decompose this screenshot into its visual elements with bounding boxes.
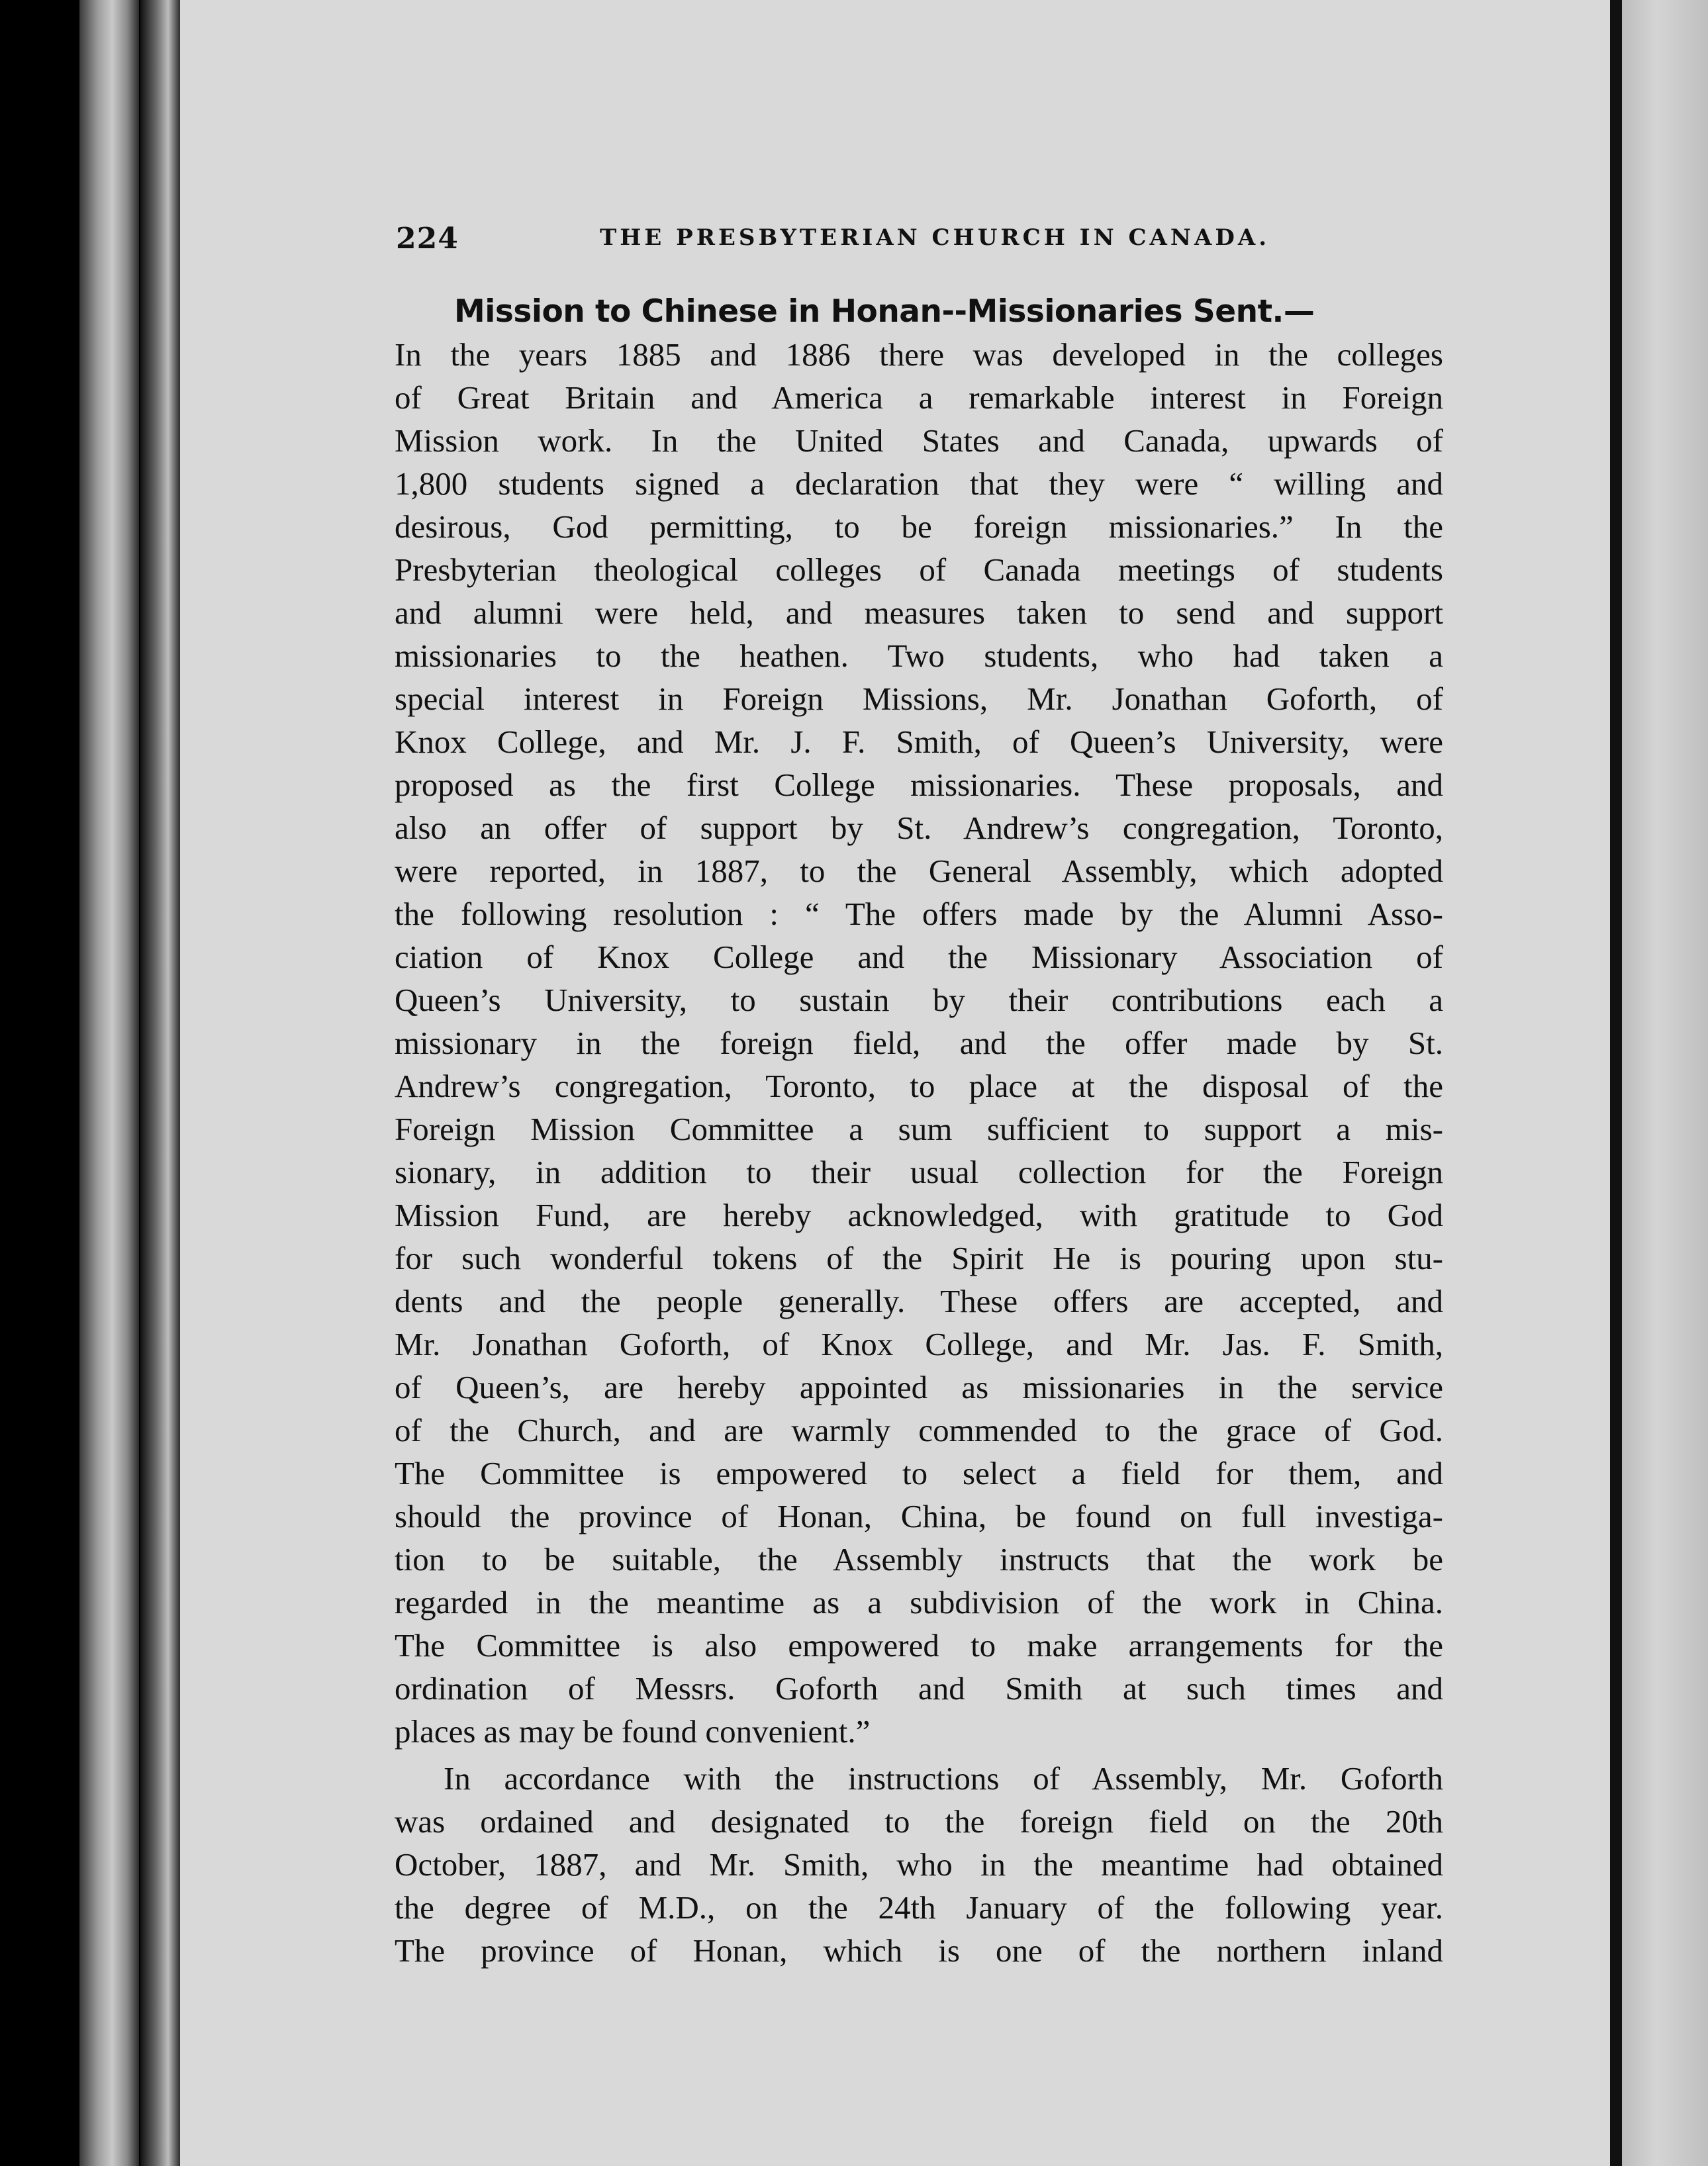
text-line: ordination of Messrs. Goforth and Smith at such times and bbox=[395, 1670, 1443, 1707]
text-line: Queen’s University, to sustain by their contributions each a bbox=[395, 982, 1443, 1018]
text-line: of Queen’s, are hereby appointed as missionaries in the service bbox=[395, 1369, 1443, 1405]
text-line: places as may be found convenient.” bbox=[395, 1713, 871, 1750]
text-line: Knox College, and Mr. J. F. Smith, of Queen’s University, were bbox=[395, 724, 1443, 760]
running-head: THE PRESBYTERIAN CHURCH IN CANADA. bbox=[600, 224, 1270, 251]
text-line: missionaries to the heathen. Two students, who had taken a bbox=[395, 637, 1443, 674]
text-line: October, 1887, and Mr. Smith, who in the meantime had obtained bbox=[395, 1846, 1443, 1883]
text-line: for such wonderful tokens of the Spirit He is pouring upon stu- bbox=[395, 1240, 1443, 1276]
text-line: The province of Honan, which is one of the northern inland bbox=[395, 1932, 1443, 1969]
text-line: 1,800 students signed a declaration that they were “ willing and bbox=[395, 465, 1443, 502]
text-line: Mr. Jonathan Goforth, of Knox College, and Mr. Jas. F. Smith, bbox=[395, 1326, 1443, 1362]
text-line: The Committee is empowered to select a field for them, and bbox=[395, 1455, 1443, 1491]
text-line: Presbyterian theological colleges of Canada meetings of students bbox=[395, 551, 1443, 588]
book-binding-strip bbox=[140, 0, 180, 2166]
section-heading: Mission to Chinese in Honan--Missionaries Sent.— bbox=[454, 293, 1315, 330]
text-line: was ordained and designated to the foreign field on the 20th bbox=[395, 1803, 1443, 1840]
text-line: the degree of M.D., on the 24th January of the following year. bbox=[395, 1889, 1443, 1926]
text-line: Andrew’s congregation, Toronto, to place at the disposal of the bbox=[395, 1068, 1443, 1104]
text-line: The Committee is also empowered to make arrangements for the bbox=[395, 1627, 1443, 1664]
text-line: ciation of Knox College and the Missionary Association of bbox=[395, 939, 1443, 975]
text-line: In the years 1885 and 1886 there was developed in the colleges bbox=[395, 336, 1443, 373]
text-line: of Great Britain and America a remarkable interest in Foreign bbox=[395, 379, 1443, 416]
paragraph-1 bbox=[395, 333, 1443, 1753]
text-line: tion to be suitable, the Assembly instructs that the work be bbox=[395, 1541, 1443, 1577]
text-line: regarded in the meantime as a subdivision of the work in China. bbox=[395, 1584, 1443, 1621]
text-line: Mission Fund, are hereby acknowledged, with gratitude to God bbox=[395, 1197, 1443, 1233]
text-line: Mission work. In the United States and Canada, upwards of bbox=[395, 422, 1443, 459]
page-header bbox=[396, 222, 1442, 261]
text-line: desirous, God permitting, to be foreign missionaries.” In the bbox=[395, 508, 1443, 545]
text-line: sionary, in addition to their usual collection for the Foreign bbox=[395, 1154, 1443, 1190]
text-line: missionary in the foreign field, and the offer made by St. bbox=[395, 1025, 1443, 1061]
text-line: also an offer of support by St. Andrew’s congregation, Toronto, bbox=[395, 810, 1443, 846]
text-line: special interest in Foreign Missions, Mr. Jonathan Goforth, of bbox=[395, 681, 1443, 717]
text-line: should the province of Honan, China, be found on full investiga- bbox=[395, 1498, 1443, 1534]
text-line: were reported, in 1887, to the General Assembly, which adopted bbox=[395, 853, 1443, 889]
text-line: of the Church, and are warmly commended to the grace of God. bbox=[395, 1412, 1443, 1448]
text-line: dents and the people generally. These offers are accepted, and bbox=[395, 1283, 1443, 1319]
text-line: and alumni were held, and measures taken to send and support bbox=[395, 594, 1443, 631]
facing-page-edge bbox=[1622, 0, 1708, 2166]
text-line: In accordance with the instructions of Assembly, Mr. Goforth bbox=[444, 1760, 1443, 1797]
book-binding-edge bbox=[79, 0, 139, 2166]
page-body bbox=[395, 290, 1443, 1972]
page-number: 224 bbox=[396, 222, 459, 256]
text-line: the following resolution : “ The offers made by the Alumni Asso- bbox=[395, 896, 1443, 932]
paragraph-2 bbox=[395, 1757, 1443, 1972]
page-gutter bbox=[1610, 0, 1622, 2166]
text-line: Foreign Mission Committee a sum sufficient to support a mis- bbox=[395, 1111, 1443, 1147]
text-line: proposed as the first College missionaries. These proposals, and bbox=[395, 767, 1443, 803]
